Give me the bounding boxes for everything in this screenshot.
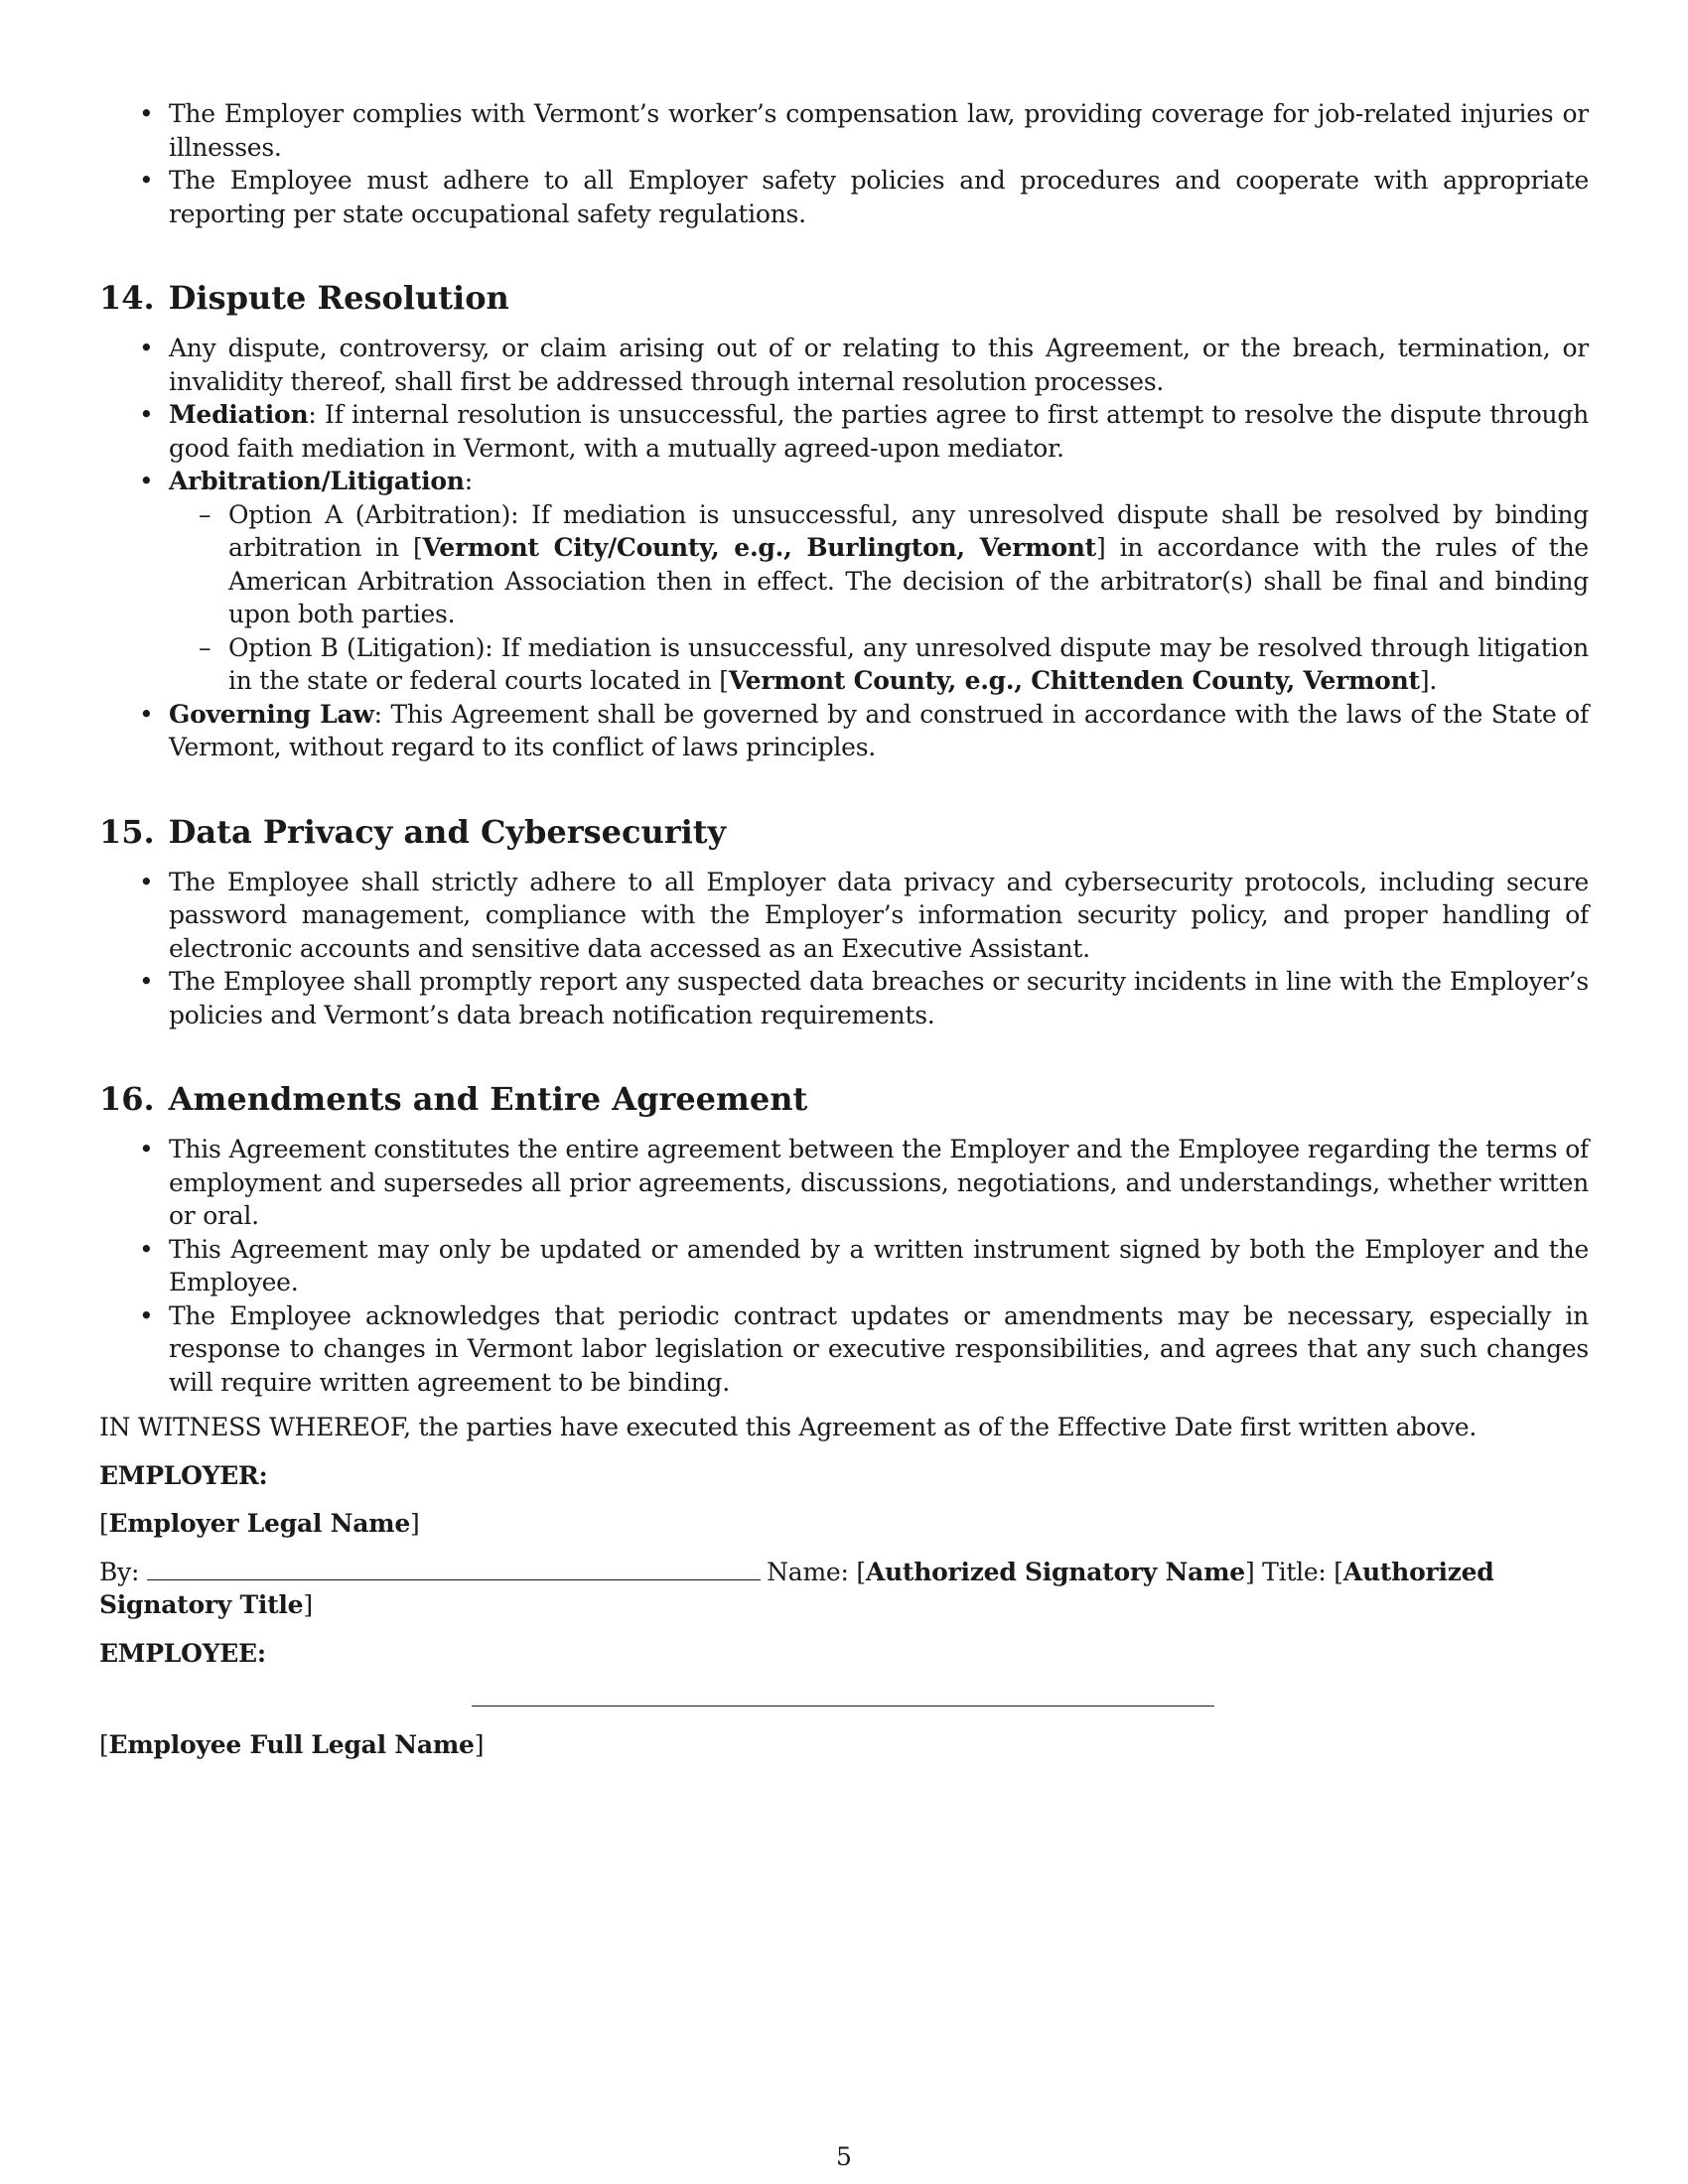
list-item: • The Employee must adhere to all Employer safety policies and procedures and cooperate with appropriate reporting per state occupational safety regulations. (99, 164, 1589, 230)
by-label: By: (99, 1557, 140, 1586)
list-item: • The Employer complies with Vermont’s worker’s compensation law, providing coverage for job-related injuries or illnesses. (99, 97, 1589, 164)
section-14-heading: 14. Dispute Resolution (99, 279, 509, 317)
section-15-heading: 15. Data Privacy and Cybersecurity (99, 812, 727, 851)
list-item: • The Employee shall promptly report any suspected data breaches or security incidents in line with the Employer’s policies and Vermont’s data breach notification requirements. (99, 965, 1589, 1031)
list-item: • This Agreement constitutes the entire agreement between the Employer and the Employee regarding the terms of employment and supersedes all prior agreements, discussions, negotiations, and understandings, whether written or oral. (99, 1133, 1589, 1233)
option-a-item: – Option A (Arbitration): If mediation is unsuccessful, any unresolved dispute shall be resolved by binding arbitration in [Vermont City/County, e.g., Burlington, Vermont] in accordance with the rules of the American Arbitration Association then in effect. The decision of the arbitrator(s) shall be final and binding upon both parties. (169, 498, 1589, 631)
list-item: • The Employee shall strictly adhere to all Employer data privacy and cybersecurity protocols, including secure password management, compliance with the Employer’s information security policy, and proper handling of electronic accounts and sensitive data accessed as an Executive Assistant. (99, 866, 1589, 966)
arbitration-litigation-item: • Arbitration/Litigation: – Option A (Arbitration): If mediation is unsuccessful, any unresolved dispute shall be resolved by binding arbitration in [Vermont City/County, e.g., Burlington, Vermont] in accordance with the rules of the American Arbitration Association then in effect. The decision of the arbitrator(s) shall be final and binding upon both parties. – Option B (Litigation): If mediation is unsuccessful, any unresolved dispute may be resolved through litigation in the state or federal courts located in [Vermont County, e.g., Chittenden County, Vermont]. (99, 465, 1589, 698)
employer-label: EMPLOYER: (99, 1460, 268, 1490)
options-list (169, 498, 1589, 698)
list-item: • This Agreement may only be updated or amended by a written instrument signed by both the Employer and the Employee. (99, 1233, 1589, 1299)
section-16-list (99, 1133, 1589, 1399)
section-14-list (99, 332, 1589, 764)
signatory-name: Authorized Signatory Name (865, 1557, 1245, 1586)
governing-law-item: • Governing Law: This Agreement shall be governed by and construed in accordance with the laws of the State of Vermont, without regard to its conflict of laws principles. (99, 698, 1589, 764)
top-bullet-list (99, 97, 1589, 230)
employee-legal-name: [Employee Full Legal Name] (99, 1730, 485, 1759)
employer-signature-row: By: Name: [Authorized Signatory Name] Title: [Authorized Signatory Title] (99, 1557, 1494, 1619)
mediation-item: • Mediation: If internal resolution is unsuccessful, the parties agree to first attempt to resolve the dispute through good faith mediation in Vermont, with a mutually agreed-upon mediator. (99, 398, 1589, 465)
witness-statement: IN WITNESS WHEREOF, the parties have executed this Agreement as of the Effective Date first written above. (99, 1413, 1477, 1441)
option-b-item: – Option B (Litigation): If mediation is unsuccessful, any unresolved dispute may be resolved through litigation in the state or federal courts located in [Vermont County, e.g., Chittenden County, Vermont]. (169, 631, 1589, 698)
section-15-list (99, 866, 1589, 1032)
employer-legal-name: [Employer Legal Name] (99, 1509, 420, 1538)
employee-label: EMPLOYEE: (99, 1638, 266, 1668)
document-page (99, 97, 1589, 1762)
signatory-title: Authorized Signatory Title (99, 1557, 1494, 1619)
employee-signature-line[interactable] (472, 1698, 1214, 1706)
page-number: 5 (836, 2142, 852, 2171)
section-16-heading: 16. Amendments and Entire Agreement (99, 1080, 808, 1118)
list-item: • Any dispute, controversy, or claim arising out of or relating to this Agreement, or the breach, termination, or invalidity thereof, shall first be addressed through internal resolution processes. (99, 332, 1589, 398)
employer-signature-line[interactable] (147, 1556, 761, 1580)
list-item: • The Employee acknowledges that periodic contract updates or amendments may be necessary, especially in response to changes in Vermont labor legislation or executive responsibilities, and agrees that any such changes will require written agreement to be binding. (99, 1299, 1589, 1400)
